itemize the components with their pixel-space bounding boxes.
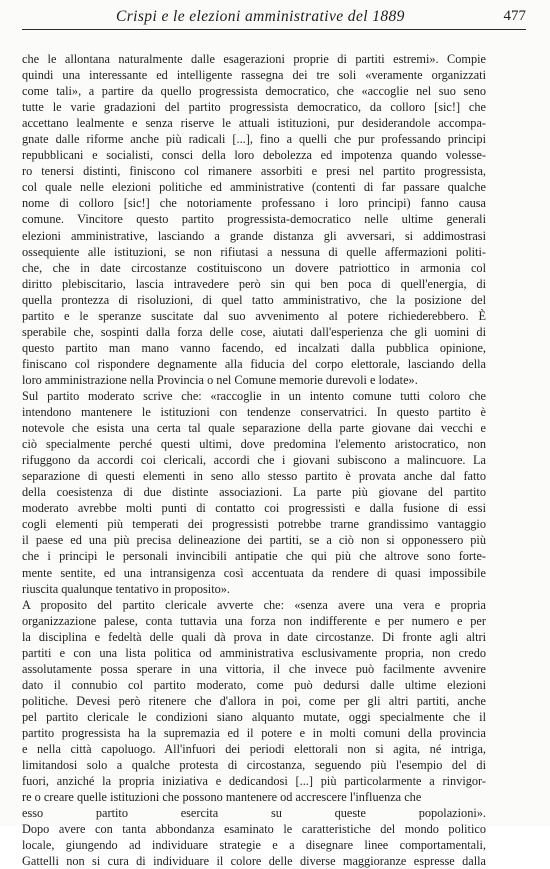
header-rule — [22, 29, 526, 30]
text-line: col quale nelle elezioni politiche ed amministrative (contenti di far passare qualche — [22, 180, 486, 195]
text-line: partiti e con una lista politica od amministrativa esclusivamente propria, non credo — [22, 645, 486, 660]
text-line: che, che in date circostanze costituiscono un dovere patriottico in armonia col — [22, 260, 486, 275]
text-line: gnate dalle riforme anche più radicali [...], fino a quelli che pur professando principi — [22, 132, 486, 147]
text-line: il paese ed una più precisa delineazione dei partiti, se a ciò non si opponessero più — [22, 533, 486, 548]
text-line: partito e le speranze suscitate dal suo avvenimento al potere richiederebbero. È — [22, 308, 486, 323]
text-line: ro tenersi distinti, finiscono col rimanere assorbiti e presi nel partito progressista, — [22, 164, 486, 179]
text-line: dato il connubio col partito moderato, come può dedursi dalle ultime elezioni — [22, 677, 486, 692]
text-line: cogli elementi più temperati dei progressisti potrebbe trarne grandissimo vantaggio — [22, 517, 486, 532]
text-line: ossequiente alle istituzioni, se non rifiutasi a nessuna di quelle affermazioni politi- — [22, 244, 486, 259]
text-line: pel partito clericale le condizioni siano alquanto mutate, oggi specialmente che il — [22, 709, 486, 724]
text-line: elezioni amministrative, lasciando a grande distanza gli avversari, si addimostrasi — [22, 228, 486, 243]
text-line: accettano lealmente e senza riserve le attuali istituzioni, pur desiderandole accompa- — [22, 116, 486, 131]
text-line: Gattelli non si cura di individuare il colore delle diverse maggioranze espresse dalla — [22, 854, 486, 869]
text-line: mente sentite, ed una intransigenza così accentuata da rendere di quasi impossibile — [22, 565, 486, 580]
text-line: la disciplina e fedeltà delle quali dà prova in date circostanze. Di fronte agli altri — [22, 629, 486, 644]
text-line: Sul partito moderato scrive che: «raccoglie in un intento comune tutti coloro che — [22, 388, 486, 403]
text-line: separazione di questi elementi in seno allo stesso partito è provata anche dal fatto — [22, 469, 486, 484]
text-line: notevole che esista una certa tal quale separazione della parte giovane dai vecchi e — [22, 421, 486, 436]
text-line: tutte le varie gradazioni del partito progressista democratico, da colloro [sic!] che — [22, 100, 486, 115]
text-line: A proposito del partito clericale avverte che: «senza avere una vera e propria — [22, 597, 486, 612]
text-line: re o creare quelle istituzioni che possono mantenere od accrescere l'influenza che — [22, 790, 422, 805]
text-line: quella prontezza di risoluzioni, di quel tatto amministrativo, che la posizione del — [22, 292, 486, 307]
text-line: riuscita qualunque tentativo in proposito». — [22, 581, 230, 596]
text-line: moderato avrebbe molti punti di contatto coi progressisti e dalla fusione di essi — [22, 501, 486, 516]
text-line: comune. Vincitore questo partito progressista-democratico nelle ultime generali — [22, 212, 486, 227]
text-line: organizzazione palese, conta tuttavia una forza non indifferente e per numero e per — [22, 613, 486, 628]
text-line: partito progressista ha la supremazia ed il potere e in molti comuni della provincia — [22, 725, 486, 740]
text-line: esso partito esercita su queste popolazioni». — [22, 806, 486, 821]
text-line: repubblicani e socialisti, consci della loro debolezza ed impotenza quando volesse- — [22, 148, 486, 163]
text-line: politiche. Devesi però ritenere che d'allora in poi, come per gli altri partiti, anche — [22, 693, 486, 708]
text-line: nome di colloro [sic!] che notoriamente professano i loro principi) fanno causa — [22, 196, 486, 211]
text-line: sperabile che, sospinti dalla forza delle cose, aiutati dall'esperienza che gli uomini di — [22, 324, 486, 339]
running-title: Crispi e le elezioni amministrative del 1889 — [116, 8, 405, 25]
text-line: e nella città capoluogo. All'infuori dei periodi elettorali non si agita, né intriga, — [22, 742, 486, 757]
text-line: della coesistenza di due distinte associazioni. La parte più giovane del partito — [22, 485, 486, 500]
text-line: come tali», a partire da quello progressista democratico, che «accoglie nel suo seno — [22, 84, 486, 99]
text-line: Dopo avere con tanta abbondanza esaminato le caratteristiche del mondo politico — [22, 822, 486, 837]
text-line: questo partito man mano vanno facendo, ed incalzati dalla pubblica opinione, — [22, 340, 486, 355]
page-number: 477 — [503, 8, 526, 24]
text-line: che le allontana naturalmente dalle esagerazioni proprie di partiti estremi». Compie — [22, 52, 486, 66]
text-line: intendono mantenere le istituzioni con tendenze conservatrici. In questo partito è — [22, 405, 486, 420]
text-line: locale, giungendo ad individuare strategie e a disegnare linee comportamentali, — [22, 838, 486, 853]
text-line: loro amministrazione nella Provincia o nel Comune memorie durevoli e lodate». — [22, 372, 418, 387]
text-line: che i principi le personali invincibili antipatie che qui più che altrove sono forte- — [22, 549, 486, 564]
text-line: fuori, anziché la propria iniziativa e dedicandosi [...] più particolarmente a rinvigor- — [22, 774, 486, 789]
text-line: finiscano col rispondere degnamente alla fiducia del corpo elettorale, lasciando della — [22, 356, 486, 371]
text-line: diritto plebiscitario, lascia intravedere però sin qui ben poca di quell'energia, di — [22, 276, 486, 291]
text-line: limitandosi solo a qualche protesta di circostanza, seguendo più l'esempio del di — [22, 758, 486, 773]
text-line: assolutamente possa sperare in una vittoria, il che invece può facilmente avvenire — [22, 661, 486, 676]
text-line: ciò specialmente perché questi ultimi, dove predomina l'elemento aristocratico, non — [22, 437, 486, 452]
page-header — [22, 6, 526, 30]
body-text — [22, 51, 486, 869]
text-line: rifuggono da accordi coi clericali, accordi che i giovani subiscono a malincuore. La — [22, 453, 486, 468]
text-line: quindi una interessante ed intelligente rassegna dei tre soli «veramente organizzati — [22, 68, 486, 83]
